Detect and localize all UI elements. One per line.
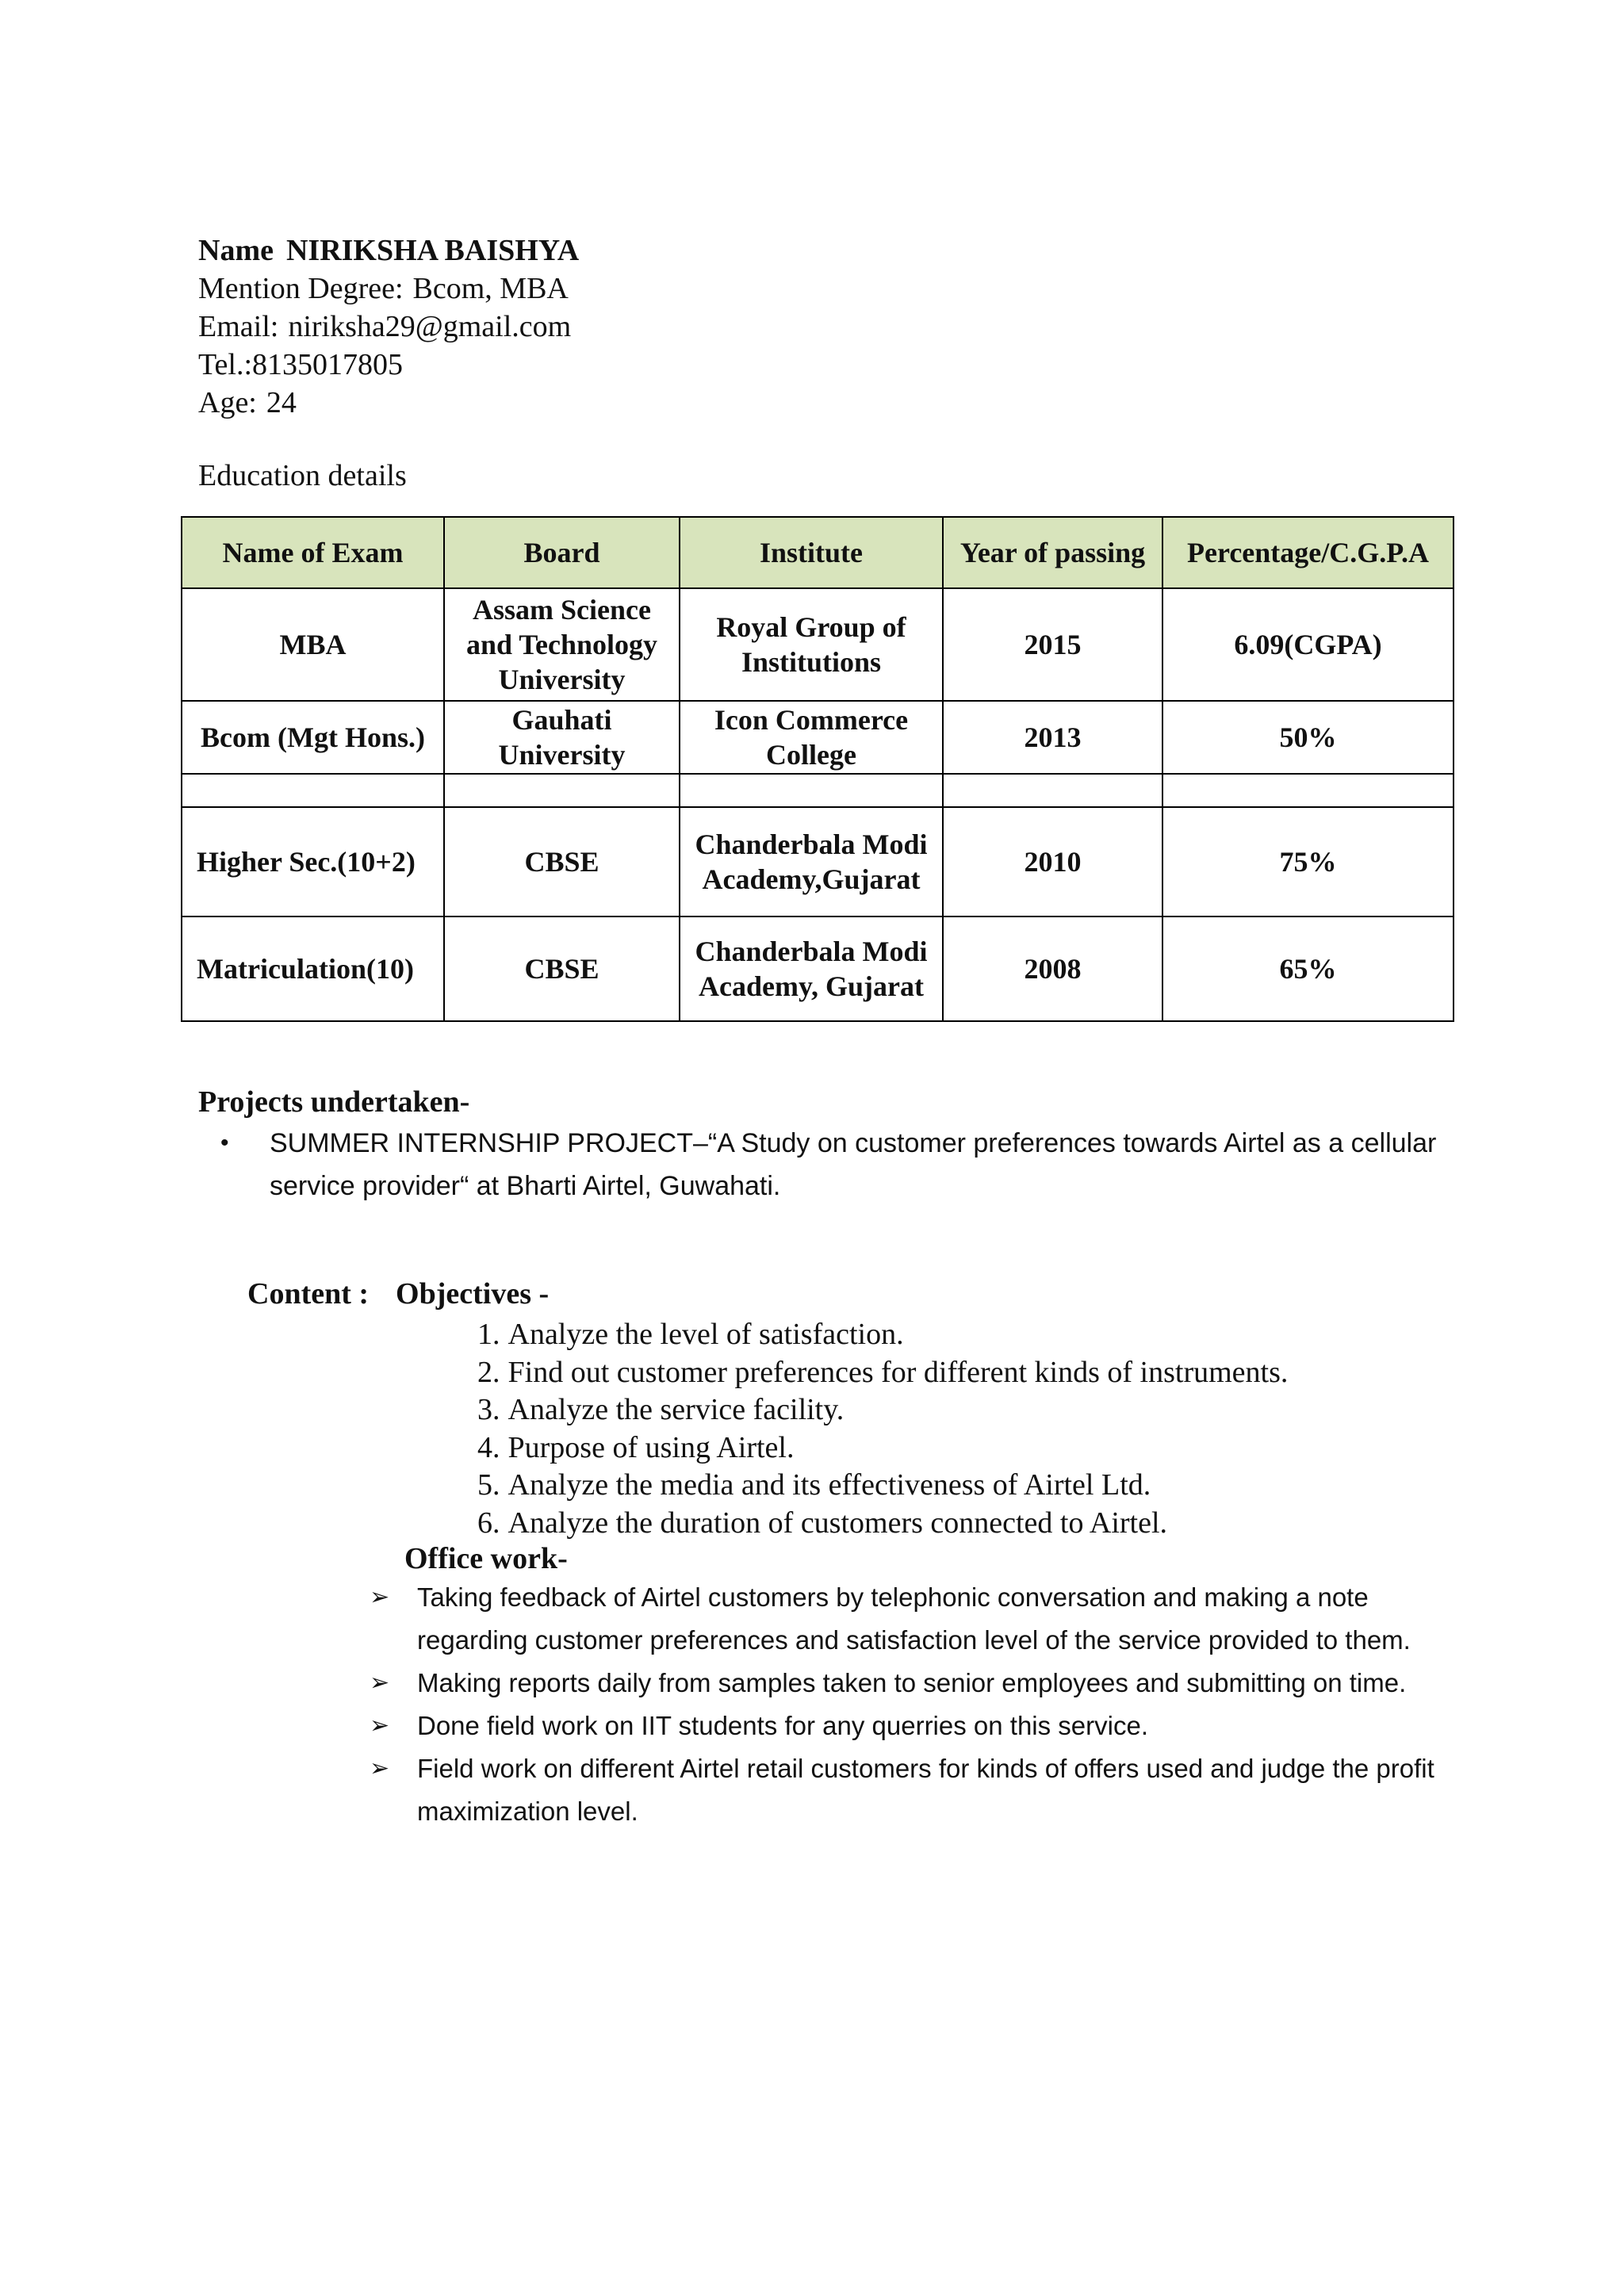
cell-year: 2008 [943,916,1162,1021]
item-text: Analyze the level of satisfaction. [508,1318,904,1351]
list-item [220,1122,1459,1207]
cell-board: Gauhati University [444,701,680,774]
header-institute: Institute [680,517,943,588]
table-row [182,588,1454,701]
content-heading-row [247,1276,549,1311]
item-number: 1. [477,1318,500,1351]
projects-list [220,1122,1459,1207]
cell-board: CBSE [444,916,680,1021]
cell-institute: Chanderbala Modi Academy,Gujarat [680,807,943,916]
name-line [198,232,579,270]
list-item [370,1747,1464,1833]
degree-value: Bcom, MBA [412,272,569,305]
objectives-label: Objectives - [396,1277,550,1311]
list-item [370,1705,1464,1747]
cell-board: Assam Science and Technology University [444,588,680,701]
education-heading: Education details [198,459,407,492]
list-item [477,1391,1288,1429]
cell-exam [182,774,444,807]
office-work-heading: Office work- [404,1542,568,1575]
project-text: SUMMER INTERNSHIP PROJECT–“A Study on customer preferences towards Airtel as a cellular service provider“ at Bharti Airtel, Guwahati. [270,1128,1437,1201]
arrow-bullet-icon: ➢ [370,1584,390,1610]
objectives-list [477,1316,1288,1542]
arrow-bullet-icon: ➢ [370,1670,390,1696]
item-text: Find out customer preferences for different kinds of instruments. [508,1355,1289,1389]
list-item [477,1316,1288,1354]
cell-year [943,774,1162,807]
cell-year: 2010 [943,807,1162,916]
phone-line: Tel.:8135017805 [198,348,404,381]
item-number: 4. [477,1430,500,1464]
header-exam: Name of Exam [182,517,444,588]
age-line [198,384,579,422]
content-label: Content : [247,1277,370,1311]
cell-institute: Royal Group of Institutions [680,588,943,701]
table-row [182,701,1454,774]
arrow-bullet-icon: ➢ [370,1712,390,1739]
candidate-name: NIRIKSHA BAISHYA [285,234,580,267]
cell-score: 65% [1162,916,1454,1021]
cell-board [444,774,680,807]
item-text: Analyze the media and its effectiveness of Airtel Ltd. [508,1468,1151,1502]
table-header-row [182,517,1454,588]
header-percentage: Percentage/C.G.P.A [1162,517,1454,588]
item-number: 5. [477,1468,500,1502]
cell-score: 6.09(CGPA) [1162,588,1454,701]
cell-institute [680,774,943,807]
email-label: Email: [198,310,279,343]
name-label: Name [198,234,274,267]
cell-year: 2015 [943,588,1162,701]
item-text: Done field work on IIT students for any querries on this service. [417,1711,1149,1740]
office-work-list [370,1576,1464,1833]
list-item [370,1576,1464,1662]
item-text: Purpose of using Airtel. [508,1430,795,1464]
list-item [370,1662,1464,1705]
cell-institute: Icon Commerce College [680,701,943,774]
personal-details [198,232,579,422]
item-text: Field work on different Airtel retail customers for kinds of offers used and judge the profit maximization level. [417,1754,1434,1826]
item-number: 2. [477,1355,500,1389]
email-line [198,308,579,346]
degree-label: Mention Degree: [198,272,404,305]
education-table [181,516,1454,1022]
age-value: 24 [266,386,297,419]
cell-board: CBSE [444,807,680,916]
item-number: 6. [477,1506,500,1540]
list-item [477,1467,1288,1505]
cell-exam: Matriculation(10) [182,916,444,1021]
item-text: Analyze the duration of customers connected to Airtel. [508,1506,1168,1540]
bullet-icon: • [220,1130,229,1156]
cell-exam: MBA [182,588,444,701]
list-item [477,1354,1288,1392]
projects-heading: Projects undertaken- [198,1085,470,1119]
cell-year: 2013 [943,701,1162,774]
list-item [477,1505,1288,1543]
cell-score [1162,774,1454,807]
item-text: Taking feedback of Airtel customers by telephonic conversation and making a note regarding customer preferences and satisfaction level of the service provided to them. [417,1582,1411,1655]
table-row-empty [182,774,1454,807]
degree-line [198,270,579,308]
age-label: Age: [198,386,257,419]
item-number: 3. [477,1393,500,1426]
cell-institute: Chanderbala Modi Academy, Gujarat [680,916,943,1021]
email-value[interactable]: niriksha29@gmail.com [288,310,572,343]
cell-score: 75% [1162,807,1454,916]
item-text: Analyze the service facility. [508,1393,845,1426]
header-year: Year of passing [943,517,1162,588]
cell-exam: Bcom (Mgt Hons.) [182,701,444,774]
table-row [182,916,1454,1021]
header-board: Board [444,517,680,588]
cell-exam: Higher Sec.(10+2) [182,807,444,916]
arrow-bullet-icon: ➢ [370,1755,390,1781]
list-item [477,1429,1288,1468]
cell-score: 50% [1162,701,1454,774]
table-row [182,807,1454,916]
item-text: Making reports daily from samples taken to senior employees and submitting on time. [417,1668,1407,1697]
